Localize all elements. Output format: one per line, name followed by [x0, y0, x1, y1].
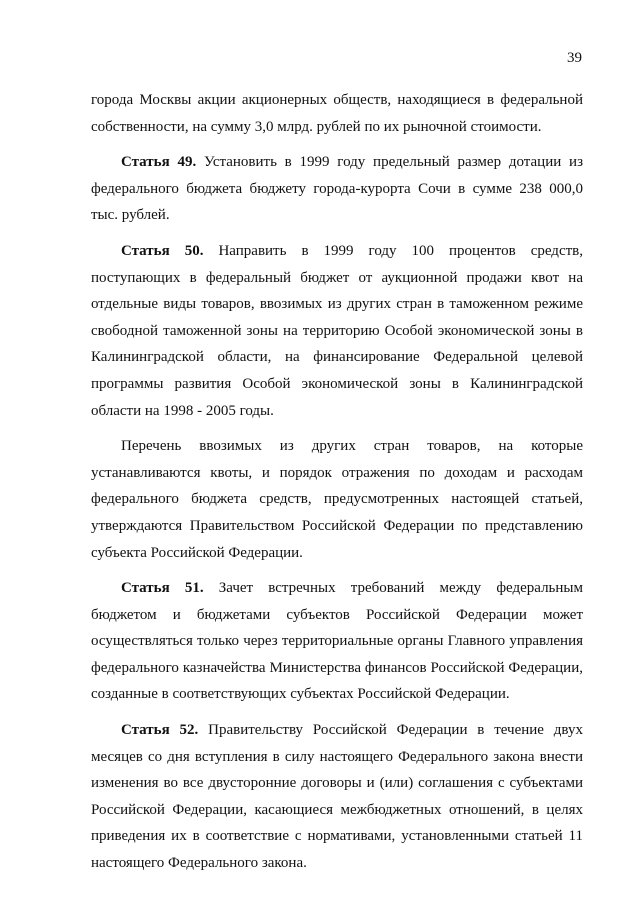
- article-text: Правительству Российской Федерации в течение двух месяцев со дня вступления в силу настоящего Федерального закона внести изменения во все двусторонние договоры и (или) соглашения с субъектами Российской Федерации, касающиеся межбюджетных отношений, в целях приведения их в соответствие с нормативами, установленными статьей 11 настоящего Федерального закона.: [91, 722, 583, 872]
- paragraph-continuation: [91, 87, 583, 140]
- article-51: [91, 575, 583, 708]
- article-50-part-2: [91, 433, 583, 566]
- article-heading: Статья 52.: [121, 722, 199, 739]
- article-52: [91, 717, 583, 877]
- article-49: [91, 149, 583, 229]
- paragraph-text: города Москвы акции акционерных обществ, находящиеся в федеральной собственности, на сумму 3,0 млрд. рублей по их рыночной стоимости.: [91, 92, 583, 135]
- document-body: [91, 87, 583, 886]
- article-text: Установить в 1999 году предельный размер дотации из федерального бюджета бюджету города-курорта Сочи в сумме 238 000,0 тыс. рублей.: [91, 154, 583, 224]
- article-heading: Статья 49.: [121, 154, 197, 171]
- article-heading: Статья 51.: [121, 580, 204, 597]
- paragraph-text: Перечень ввозимых из других стран товаров, на которые устанавливаются квоты, и порядок отражения по доходам и расходам федерального бюджета средств, предусмотренных настоящей статьей, утверждаются Правительством Российской Федерации по представлению субъекта Российской Федерации.: [91, 438, 583, 561]
- article-text: Зачет встречных требований между федеральным бюджетом и бюджетами субъектов Российской Федерации может осуществляться только через территориальные органы Главного управления федерального казначейства Министерства финансов Российской Федерации, созданные в соответствующих субъектах Российской Федерации.: [91, 580, 583, 703]
- page-number: 39: [567, 50, 582, 66]
- article-text: Направить в 1999 году 100 процентов средств, поступающих в федеральный бюджет от аукционной продажи квот на отдельные виды товаров, ввозимых из других стран в таможенном режиме свободной таможенной зоны на территорию Особой экономической зоны в Калининградской области, на финансирование Федеральной целевой программы развития Особой экономической зоны в Калининградской области на 1998 - 2005 годы.: [91, 242, 583, 419]
- article-50: [91, 238, 583, 424]
- article-heading: Статья 50.: [121, 242, 204, 259]
